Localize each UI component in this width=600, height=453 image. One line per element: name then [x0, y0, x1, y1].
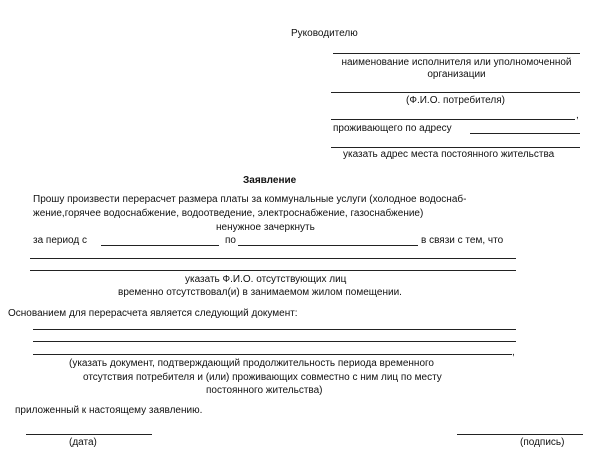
executor-name-line[interactable] — [333, 53, 580, 54]
period-to-field[interactable] — [238, 245, 418, 246]
addressee-label: Руководителю — [291, 28, 358, 39]
period-from-field[interactable] — [101, 245, 219, 246]
absent-persons-line-1[interactable] — [30, 258, 516, 259]
document-title: Заявление — [243, 175, 297, 186]
because-label: в связи с тем, что — [421, 235, 504, 246]
document-line-3[interactable] — [33, 354, 512, 355]
attached-text: приложенный к настоящему заявлению. — [15, 405, 203, 416]
consumer-comma: , — [576, 110, 579, 121]
document-caption-line-3: постоянного жительства) — [206, 385, 323, 396]
signature-field[interactable] — [457, 434, 583, 435]
date-field[interactable] — [26, 434, 152, 435]
period-from-label: за период с — [33, 235, 88, 246]
absent-status-text: временно отсутствовал(и) в занимаемом жилом помещении. — [118, 287, 402, 298]
date-caption: (дата) — [69, 437, 97, 448]
executor-caption-line-1: наименование исполнителя или уполномоченной — [341, 57, 572, 68]
absent-caption: указать Ф.И.О. отсутствующих лиц — [185, 274, 347, 285]
basis-intro: Основанием для перерасчета является следующий документ: — [8, 308, 298, 319]
consumer-name-line[interactable] — [331, 92, 580, 93]
absent-persons-line-2[interactable] — [30, 270, 516, 271]
executor-caption-line-2: организации — [427, 69, 486, 80]
strike-note: ненужное зачеркнуть — [216, 222, 315, 233]
document-line-2[interactable] — [33, 341, 516, 342]
living-at-label: проживающего по адресу — [333, 123, 452, 134]
signature-caption: (подпись) — [520, 437, 565, 448]
request-text-line-1: Прошу произвести перерасчет размера платы за коммунальные услуги (холодное водоснаб- — [33, 194, 467, 205]
consumer-caption: (Ф.И.О. потребителя) — [406, 95, 505, 106]
document-caption-line-1: (указать документ, подтверждающий продолжительность периода временного — [69, 358, 434, 369]
document-line-1[interactable] — [33, 329, 516, 330]
address-line-2[interactable] — [331, 147, 580, 148]
period-to-label: по — [225, 235, 236, 246]
consumer-name-line-2[interactable] — [331, 119, 575, 120]
document-comma: , — [512, 347, 515, 358]
request-text-line-2: жение,горячее водоснабжение, водоотведение, электроснабжение, газоснабжение) — [33, 208, 424, 219]
address-line-1[interactable] — [470, 133, 580, 134]
address-caption: указать адрес места постоянного жительства — [343, 149, 555, 160]
document-caption-line-2: отсутствия потребителя и (или) проживающих совместно с ним лиц по месту — [83, 372, 442, 383]
